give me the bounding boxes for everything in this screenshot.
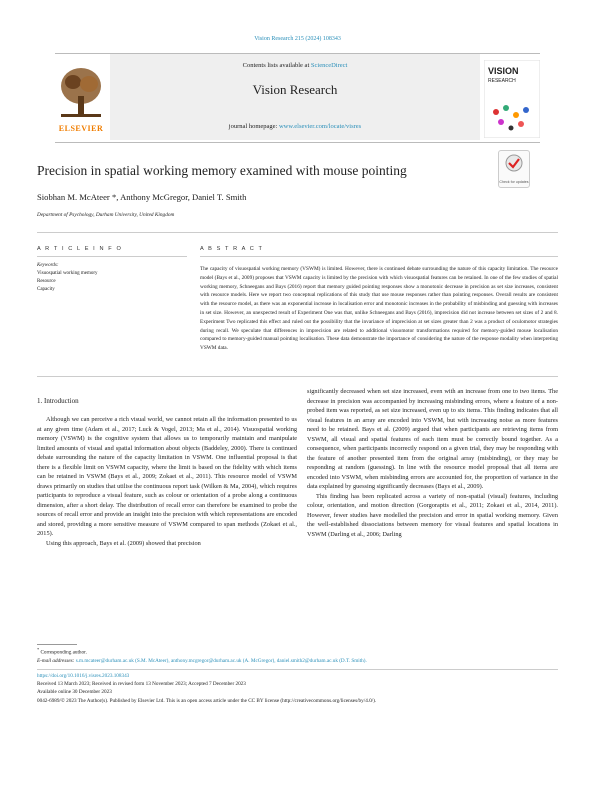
affiliation: Department of Psychology, Durham University, United Kingdom — [37, 212, 175, 218]
keywords-list — [37, 270, 98, 293]
divider — [37, 669, 558, 670]
keyword: Visuospatial working memory — [37, 271, 98, 276]
abstract-heading: A B S T R A C T — [200, 246, 264, 252]
crossmark-icon — [499, 151, 529, 175]
footnote — [37, 646, 558, 666]
divider — [37, 376, 558, 377]
sciencedirect-link[interactable]: ScienceDirect — [310, 62, 348, 69]
cover-title: VISION — [488, 66, 519, 76]
check-for-updates-label: Check for updates — [499, 180, 529, 184]
check-for-updates-badge[interactable] — [498, 150, 530, 188]
keyword: Resource — [37, 278, 56, 284]
section-heading-introduction: 1. Introduction — [37, 397, 79, 405]
article-info-heading: A R T I C L E I N F O — [37, 246, 123, 252]
contents-prefix: Contents lists available at — [242, 62, 311, 69]
divider — [37, 232, 558, 233]
body-column-right — [307, 387, 558, 539]
paragraph: Using this approach, Bays et al. (2009) showed that precision — [46, 539, 201, 547]
email-addresses[interactable]: s.m.mcateer@durham.ac.uk (S.M. McAteer), anthony.mcgregor@durham.ac.uk (A. McGregor), daniel.smith2@durham.ac.uk (D.T. Smith). — [75, 658, 367, 665]
keyword: Capacity — [37, 286, 55, 292]
corresponding-author-note — [37, 646, 558, 657]
online-line: Available online 30 December 2023 — [37, 689, 112, 696]
journal-title: Vision Research — [252, 82, 338, 97]
contents-line — [110, 62, 480, 69]
email-prefix: E-mail addresses: — [37, 658, 76, 665]
journal-reference[interactable]: Vision Research 215 (2024) 108343 — [254, 36, 341, 42]
homepage-line — [110, 123, 480, 130]
footnote-marker: * — [37, 647, 40, 652]
author-list: Siobhan M. McAteer *, Anthony McGregor, Daniel T. Smith — [37, 192, 247, 202]
abstract-text: The capacity of visuospatial working memory (VSWM) is limited. However, there is continued debate surrounding the nature of this capacity limitation. The resource model (Bays et al., 2009) proposes that VSWM capacity is limited by the precision with which visuospatial features can be retained. In one of the few studies of spatial working memory, Schneegans and Bays (2016) report that memory guided pointing responses show a monotonic decrease in precision as set size increases, consistent with resource models. Here we report two conceptual replications of this study that use mouse responses rather than pointing responses. Overall results are consistent with the resource model, as there was an exponential increase in localisation error and monotonic increases in the probability of misbinding and guessing with increases in set size. However, an unexpected result of Experiment One was that, unlike Schneegans and Bays (2016), imprecision did not increase between set sizes of 2 and 8. Experiment Two replicated this effect and ruled out the possibility that the invariance of imprecision at set sizes greater than 2 was a product of oculomotor strategies during recall. We speculate that differences in imprecision are related to additional visuomotor transformations required for memory-guided mouse localisation compared to memory-guided manual pointing localisation. These data demonstrate the importance of considering the nature of the response modality when interpreting VSWM data. — [200, 266, 558, 352]
publication-info — [37, 672, 558, 705]
homepage-prefix: journal homepage: — [228, 123, 279, 130]
email-line — [37, 657, 558, 666]
journal-cover-thumbnail — [484, 60, 540, 138]
footnote-divider — [37, 644, 77, 645]
paragraph: significantly decreased when set size increased, even with an increase from one to two items. The decrease in precision was accompanied by increasing misbinding errors, where a feature of a non-probed item was reported, as set size increased, even up to six items. This finding indicates that all visual features in an array are encoded into VSWM, but with increasing noise as more features need to be retained. Bays et al. (2009) argued that when participants are retrieving items from VSWM, all visual and spatial features of each item must be correctly bound together. As a consequence, when participants incorrectly respond on a given trial, they may be responding with the feature of another presented item from the original array (misbinding), or they may be responding at random (guessing). In line with the resource model proposal that all items are encoded into VSWM, when misbinding errors are accounted for, the proportion of variance in the data explained by guessing significantly decreases (Bays et al., 2009). — [307, 388, 558, 490]
elsevier-tree-logo — [55, 62, 107, 122]
history-line: Received 13 March 2023; Received in revised form 13 November 2023; Accepted 7 December 2023 — [37, 681, 246, 688]
corresponding-author-label: Corresponding author. — [40, 649, 87, 656]
homepage-link[interactable]: www.elsevier.com/locate/visres — [278, 123, 362, 130]
article-title: Precision in spatial working memory examined with mouse pointing — [37, 163, 407, 178]
paragraph: This finding has been replicated across a variety of non-spatial (visual) features, including colour, orientation, and motion direction (Gorgoraptis et al., 2011; Zokaei et al., 2014, 2011). However, fewer studies have modelled the precision and error in spatial working memory. Given the well-established dissociations between memory for visual features and spatial locations in VSWM (Darling et al., 2006; Darling — [307, 492, 558, 538]
license-line: 0042-6989/© 2023 The Author(s). Published by Elsevier Ltd. This is an open access article under the CC BY license (http://creativecommons.org/licenses/by/4.0/). — [37, 697, 377, 704]
cover-subtitle: RESEARCH — [488, 78, 516, 84]
doi-link[interactable]: https://doi.org/10.1016/j.visres.2023.108343 — [37, 673, 130, 679]
publisher-name: ELSEVIER — [58, 124, 104, 133]
body-column-left — [37, 415, 297, 548]
paragraph: Although we can perceive a rich visual world, we cannot retain all the information presented to us at any given time (Adam et al., 2017; Luck & Vogel, 2013; Ma et al., 2014). Visuospatial working memory (VSWM) is the cognitive system that allows us to temporarily maintain and manipulate limited amounts of visual and spatial information about objects (Baddeley, 2000). There is continued debate surrounding the nature of the capacity limitation in VSWM. One influential proposal is that there is a flexible limit on VSWM capacity, where the limit is based on the fidelity with which items can be retained in VSWM (Bays et al., 2009; Zokaei et al., 2011). This resource model of VSWM draws primarily on studies that utilise the continuous report task (Wilken & Ma, 2004), which requires participants to reproduce a visual feature, such as colour or orientation of a probe along a continuous dimension, after a short delay. The distribution of recall error can therefore be examined to probe the sources of recall error and provide an insight into the precision with which representations are encoded and stored, providing a more sensitive measure of VSWM compared to span methods (Zokaei et al., 2015). — [37, 416, 297, 537]
keywords-label: Keywords: — [37, 263, 59, 268]
divider — [37, 256, 187, 257]
divider — [200, 256, 558, 257]
